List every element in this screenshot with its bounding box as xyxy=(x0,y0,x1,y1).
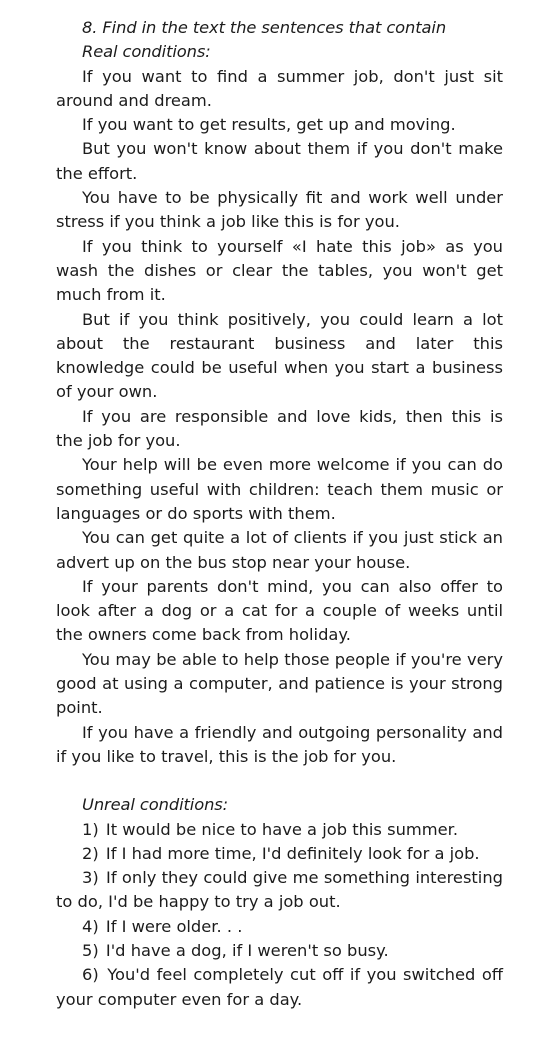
real-sentence: You may be able to help those people if you're very good at using a computer, and patience is your strong point. xyxy=(56,649,503,718)
item-number: 5) xyxy=(82,940,99,960)
exercise-heading: 8. Find in the text the sentences that contain xyxy=(82,18,447,37)
item-text: I'd have a dog, if I weren't so busy. xyxy=(105,940,389,960)
item-text: It would be nice to have a job this summer. xyxy=(105,819,458,839)
unreal-item xyxy=(56,963,503,1012)
real-sentence: You can get quite a lot of clients if you just stick an advert up on the bus stop near your house. xyxy=(56,528,503,572)
item-number: 1) xyxy=(82,819,99,839)
real-sentence: If you want to find a summer job, don't just sit around and dream. xyxy=(56,66,503,110)
real-sentence: If you are responsible and love kids, then this is the job for you. xyxy=(56,406,503,451)
item-number: 2) xyxy=(82,843,99,863)
real-sentence: If you have a friendly and outgoing personality and if you like to travel, this is the job for you. xyxy=(56,722,503,766)
item-text: If I had more time, I'd definitely look for a job. xyxy=(105,843,480,863)
unreal-item xyxy=(56,915,503,939)
real-sentence: If your parents don't mind, you can also offer to look after a dog or a cat for a couple of weeks until the owners come back from holiday. xyxy=(56,576,503,645)
unreal-conditions-list xyxy=(56,818,503,1012)
item-text: If I were older. . . xyxy=(105,916,243,936)
real-conditions-list xyxy=(56,65,503,770)
unreal-conditions-title: Unreal conditions: xyxy=(82,795,229,815)
real-sentence: If you think to yourself «I hate this job» as you wash the dishes or clear the tables, you won't get much from it. xyxy=(56,236,503,305)
item-number: 6) xyxy=(82,965,99,985)
unreal-item xyxy=(56,866,503,915)
item-text: If only they could give me something interesting to do, I'd be happy to try a job out. xyxy=(56,868,503,912)
section-gap xyxy=(56,769,503,793)
real-sentence: But you won't know about them if you don't make the effort. xyxy=(56,139,503,183)
real-conditions-title: Real conditions: xyxy=(82,42,211,62)
real-sentence: You have to be physically fit and work well under stress if you think a job like this is for you. xyxy=(56,188,503,232)
unreal-item xyxy=(56,842,503,866)
item-number: 4) xyxy=(82,916,99,936)
unreal-item xyxy=(56,939,503,963)
real-sentence: But if you think positively, you could learn a lot about the restaurant business and later this knowledge could be useful when you start a business of your own. xyxy=(56,309,503,402)
real-sentence: Your help will be even more welcome if you can do something useful with children: teach them music or languages or do sports with them. xyxy=(56,455,503,523)
item-text: You'd feel completely cut off if you switched off your computer even for a day. xyxy=(56,965,503,1009)
item-number: 3) xyxy=(82,868,99,888)
real-sentence: If you want to get results, get up and moving. xyxy=(82,115,456,135)
unreal-item xyxy=(56,818,503,842)
